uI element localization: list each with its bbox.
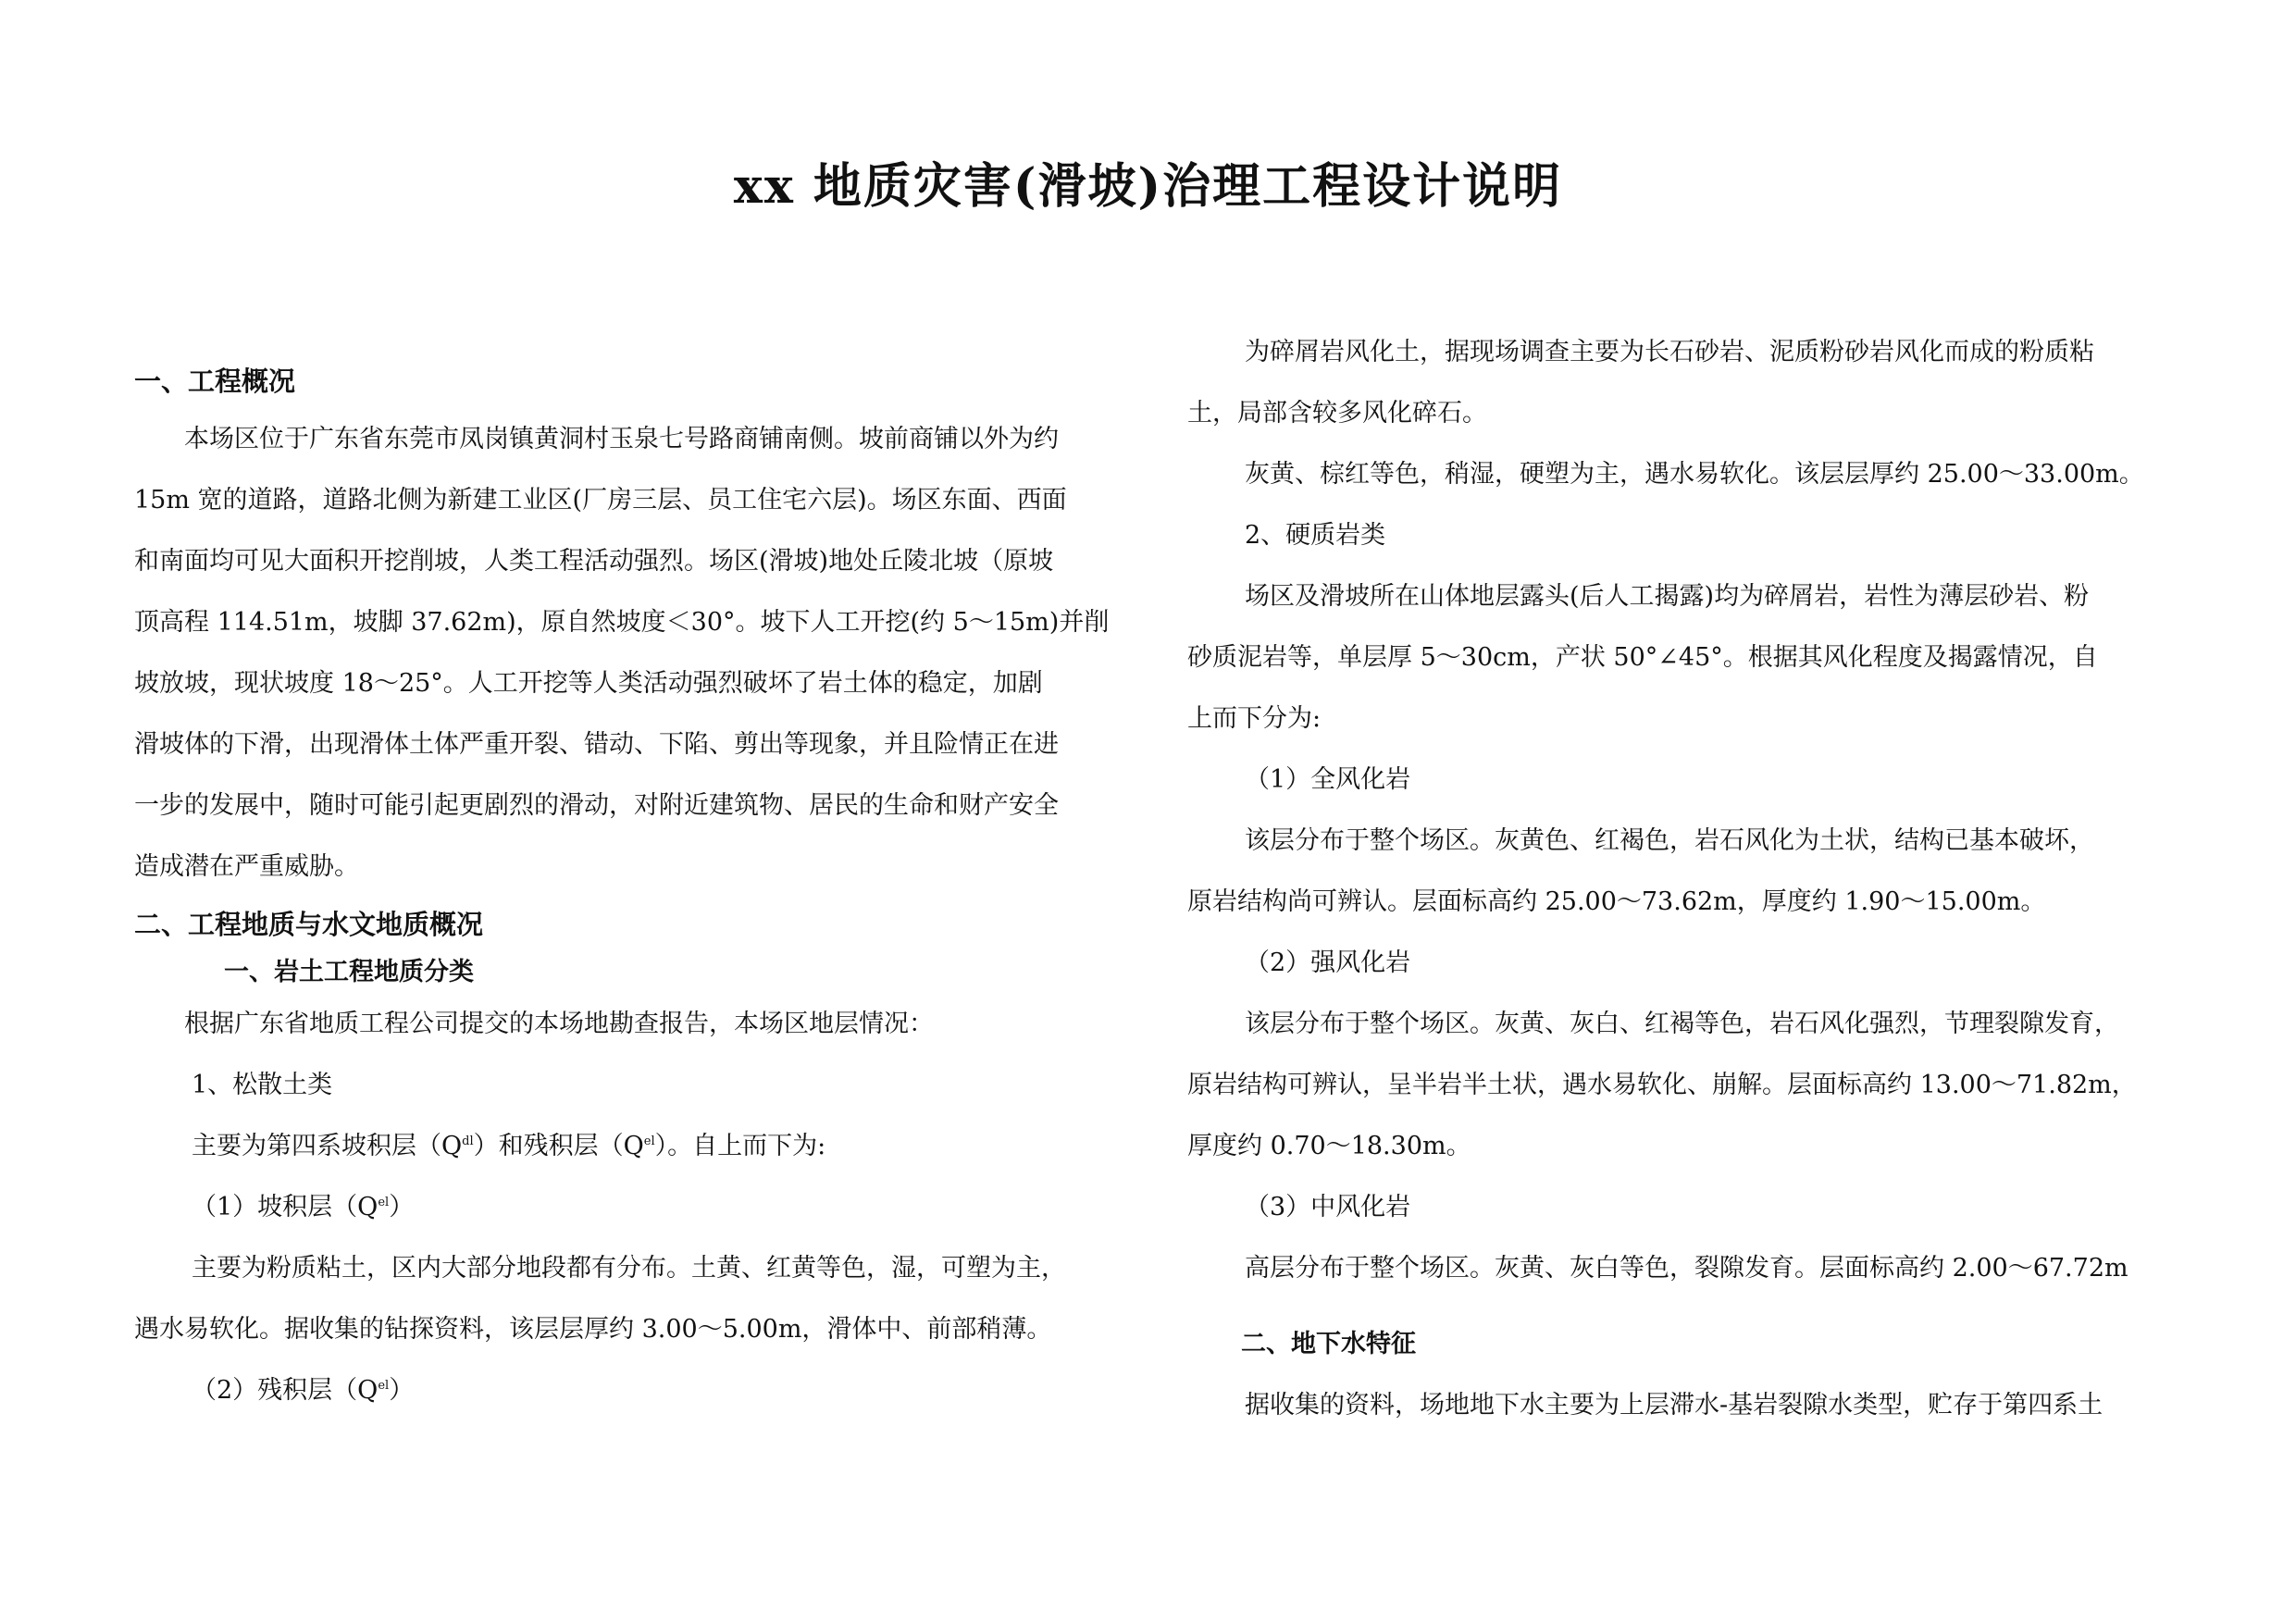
sub1-label [134,1190,1129,1225]
text-run: （2）残积层（Q [192,1376,379,1405]
paragraph-line: 砂质泥岩等，单层厚 5～30cm，产状 50°∠45°。根据其风化程度及揭露情况，自 [1187,643,2098,672]
color-line: 灰黄、棕红等色，稍湿，硬塑为主，遇水易软化。该层层厚约 25.00～33.00m。 [1245,460,2144,489]
text-run: （1）坡积层（Q [192,1193,379,1221]
section1-heading: 一、工程概况 [134,366,296,397]
text-run: ） [389,1376,415,1405]
paragraph-line: 和南面均可见大面积开挖削坡，人类工程活动强烈。场区(滑坡)地处丘陵北坡（原坡 [134,547,1054,576]
paragraph-line: 上而下分为: [1187,704,1322,733]
item1-label: 1、松散土类 [192,1071,333,1099]
superscript: el [378,1379,390,1393]
paragraph-line: 顶高程 114.51m，坡脚 37.62m)，原自然坡度＜30°。坡下人工开挖(约 5～15m)并削 [134,608,1110,637]
paragraph-line: 原岩结构尚可辨认。层面标高约 25.00～73.62m，厚度约 1.90～15.00m。 [1187,887,2046,916]
paragraph-line: 15m 宽的道路，道路北侧为新建工业区(厂房三层、员工住宅六层)。场区东面、西面 [134,486,1067,514]
rock3-line: 高层分布于整个场区。灰黄、灰白等色，裂隙发育。层面标高约 2.00～67.72m [1245,1254,2128,1283]
paragraph-line: 该层分布于整个场区。灰黄、灰白、红褐等色，岩石风化强烈，节理裂隙发育， [1245,1010,2119,1038]
paragraph-line: 本场区位于广东省东莞市凤岗镇黄洞村玉泉七号路商铺南侧。坡前商铺以外为约 [184,425,1059,453]
text-run: ）和残积层（Q [473,1132,644,1160]
text-run: 主要为第四系坡积层（Q [192,1132,463,1160]
superscript: dl [462,1134,474,1148]
paragraph-line: 坡放坡，现状坡度 18～25°。人工开挖等人类活动强烈破坏了岩土体的稳定，加剧 [134,669,1043,698]
section2-heading: 二、工程地质与水文地质概况 [134,909,484,940]
subsection2-heading: 二、地下水特征 [1241,1330,1416,1358]
paragraph-line: 为碎屑岩风化土，据现场调查主要为长石砂岩、泥质粉砂岩风化而成的粉质粘 [1245,338,2094,366]
paragraph-line: 场区及滑坡所在山体地层露头(后人工揭露)均为碎屑岩，岩性为薄层砂岩、粉 [1245,582,2090,611]
paragraph-line: 该层分布于整个场区。灰黄色、红褐色，岩石风化为土状，结构已基本破坏， [1245,826,2094,855]
intro-line: 根据广东省地质工程公司提交的本场地勘查报告，本场区地层情况： [184,1010,934,1038]
text-run: ）。自上而下为: [654,1132,826,1160]
rock3-label: （3）中风化岩 [1245,1193,1411,1221]
item2-label: 2、硬质岩类 [1245,521,1386,550]
paragraph-line: 主要为粉质粘土，区内大部分地段都有分布。土黄、红黄等色，湿，可塑为主， [192,1254,1066,1283]
paragraph-line: 造成潜在严重威胁。 [134,852,359,881]
item1-description [134,1129,1129,1164]
paragraph-line: 滑坡体的下滑，出现滑体土体严重开裂、错动、下陷、剪出等现象，并且险情正在进 [134,730,1059,759]
paragraph-line: 原岩结构可辨认，呈半岩半土状，遇水易软化、崩解。层面标高约 13.00～71.82m， [1187,1071,2137,1099]
document-title: xx 地质灾害(滑坡)治理工程设计说明 [733,158,1563,215]
paragraph-line: 土，局部含较多风化碎石。 [1187,399,1487,428]
superscript: el [643,1134,655,1148]
rock2-label: （2）强风化岩 [1245,948,1411,977]
text-run: ） [389,1193,415,1221]
paragraph-line: 遇水易软化。据收集的钻探资料，该层层厚约 3.00～5.00m，滑体中、前部稍薄。 [134,1315,1052,1344]
groundwater-line: 据收集的资料，场地地下水主要为上层滞水-基岩裂隙水类型，贮存于第四系土 [1245,1391,2104,1419]
superscript: el [378,1196,390,1209]
paragraph-line: 一步的发展中，随时可能引起更剧烈的滑动，对附近建筑物、居民的生命和财产安全 [134,791,1059,820]
rock1-label: （1）全风化岩 [1245,765,1411,794]
subsection1-heading: 一、岩土工程地质分类 [224,958,474,986]
paragraph-line: 厚度约 0.70～18.30m。 [1187,1132,1471,1160]
sub2-label [134,1373,1129,1408]
